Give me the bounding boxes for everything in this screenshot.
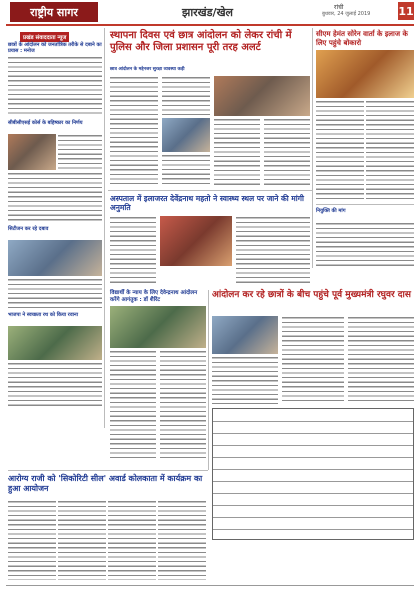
bottom-text-1 bbox=[8, 500, 56, 580]
lead-text-col-3 bbox=[214, 118, 260, 186]
page-number: 11 bbox=[398, 2, 414, 20]
bottom-divider bbox=[8, 470, 208, 471]
right-text-3 bbox=[316, 222, 414, 266]
bottom-text-4 bbox=[158, 500, 206, 580]
right-divider-1 bbox=[316, 204, 414, 205]
masthead-rule bbox=[6, 24, 414, 26]
top-right-photo bbox=[316, 50, 414, 98]
footer-rule bbox=[6, 585, 414, 586]
left-headline-3: सिटीजन कर रहे दबाव bbox=[8, 226, 49, 232]
top-right-text-2 bbox=[366, 100, 414, 200]
lead-text-col-2a bbox=[162, 76, 210, 116]
top-right-text-1 bbox=[316, 100, 364, 200]
bottom-text-2 bbox=[58, 500, 106, 580]
lead-photo-2 bbox=[214, 76, 310, 116]
lead-subhead: छात्र आंदोलन के मद्देनजर सुरक्षा व्यवस्था कड़ी bbox=[110, 67, 185, 72]
tender-notice-table bbox=[212, 408, 414, 540]
left-photo-1 bbox=[8, 134, 56, 170]
newspaper-name: राष्ट्रीय सागर bbox=[10, 2, 98, 22]
bottom-text-3 bbox=[108, 500, 156, 580]
lower-left-text-2 bbox=[160, 350, 206, 460]
middle-text-2 bbox=[236, 216, 310, 286]
center-main-headline: आंदोलन कर रहे छात्रों के बीच पहुंचे पूर्व मुख्यमंत्री रघुवर दास bbox=[212, 290, 411, 300]
column-divider-2 bbox=[312, 28, 313, 268]
middle-divider bbox=[108, 190, 312, 191]
left-photo-2 bbox=[8, 240, 102, 276]
lead-headline: स्थापना दिवस एवं छात्र आंदोलन को लेकर रांची में पुलिस और जिला प्रशासन पूरी तरह अलर्ट bbox=[110, 30, 292, 53]
notice-headline: नियुक्ति की मांग bbox=[316, 208, 346, 214]
date-label: बुधवार, 24 जुलाई 2019 bbox=[322, 11, 371, 17]
center-text-2 bbox=[282, 316, 344, 404]
left-text-block-1 bbox=[8, 56, 102, 116]
lead-text-col-2b bbox=[162, 154, 210, 186]
left-text-block-5 bbox=[8, 362, 102, 408]
column-divider-1 bbox=[104, 28, 105, 428]
lead-text-col-4 bbox=[264, 118, 310, 186]
column-divider-3 bbox=[208, 290, 209, 470]
center-text-3 bbox=[348, 316, 414, 404]
lower-left-photo bbox=[110, 306, 206, 348]
lower-left-text-1 bbox=[110, 350, 156, 460]
top-right-headline: सीएम हेमंत सोरेन वार्ता के इलाज के लिए पहुंचे बोकारो bbox=[316, 30, 408, 47]
left-headline-2: सीबीसीएसई कोर्स के बहिष्कार का निर्णय bbox=[8, 120, 83, 126]
city-label: रांची bbox=[334, 4, 344, 11]
left-text-block-2 bbox=[58, 134, 102, 170]
lead-photo-1 bbox=[162, 118, 210, 152]
lower-left-headline: विद्यार्थी के न्याय के लिए देवेन्द्रनाथ आंदोलन करेंगे आगंतुक : डॉ शैरिंट bbox=[110, 290, 198, 303]
left-text-block-3 bbox=[8, 172, 102, 222]
middle-text-1 bbox=[110, 216, 156, 286]
lead-text-col-1 bbox=[110, 76, 158, 186]
left-photo-3 bbox=[8, 326, 102, 360]
section-title: झारखंड/खेल bbox=[182, 6, 234, 19]
masthead bbox=[0, 0, 420, 24]
center-photo-1 bbox=[212, 316, 278, 354]
bottom-left-headline: आरोग्य राजी को 'सिकोरिटी सील' अवार्ड कोलकाता में कार्यक्रम का हुआ आयोजन bbox=[8, 474, 203, 493]
middle-headline: अस्पताल में इलाजरत देवेंद्रनाथ महतो ने स्वास्थ्य स्थल पर जाने की मांगी अनुमति bbox=[110, 194, 304, 212]
left-section-label: प्रखंड संवाददाता न्यूज bbox=[20, 32, 69, 42]
left-headline-4: भाजपा ने स्वच्छता रथ को किया रवाना bbox=[8, 312, 78, 318]
middle-photo bbox=[160, 216, 232, 266]
left-text-block-4 bbox=[8, 278, 102, 310]
left-headline-1: छात्रों के आंदोलन को जनतांत्रिक तरीके से दबाने का प्रयास : मनोज bbox=[8, 42, 102, 54]
center-text-1 bbox=[212, 356, 278, 404]
